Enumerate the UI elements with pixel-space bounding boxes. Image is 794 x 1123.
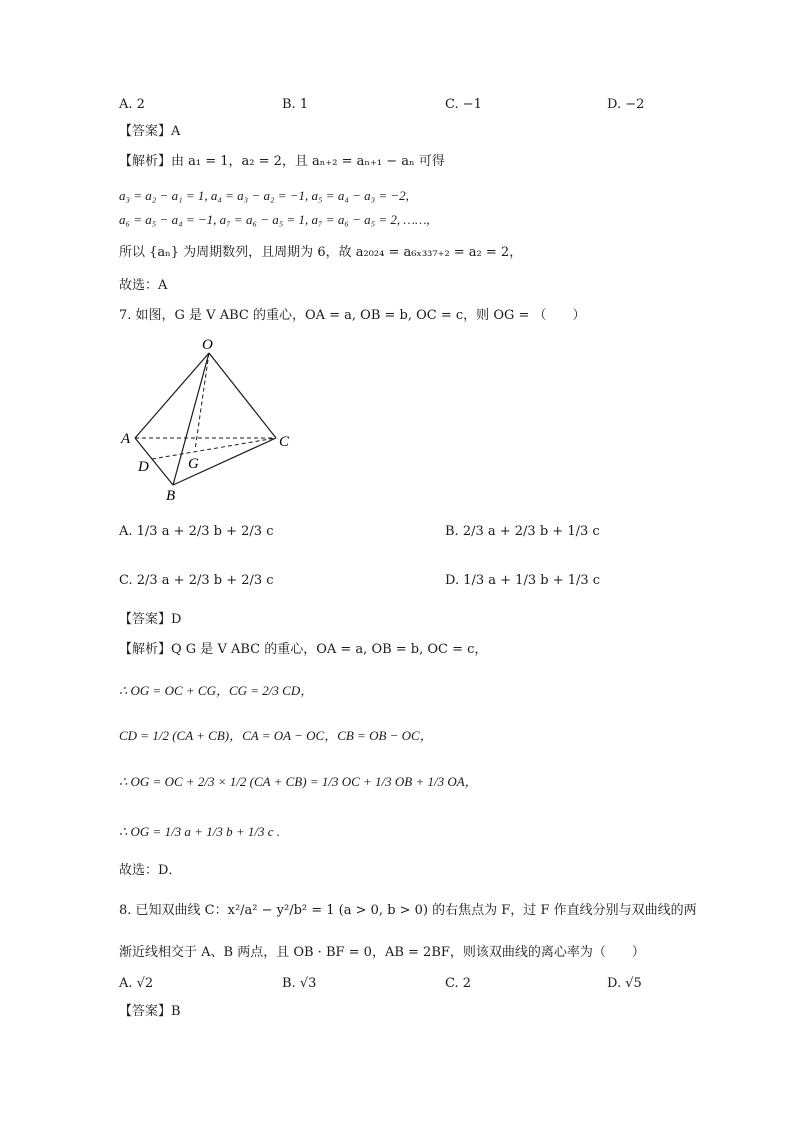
q7-analysis-line6: 故选：D． [119,863,182,878]
q7-analysis-line2: ∴ OG = OC + CG，CG = 2/3 CD， [119,683,314,698]
q8-option-c: C. 2 [445,976,472,991]
q7-option-c: C. 2/3 a + 2/3 b + 2/3 c [119,573,274,588]
q6-analysis-line1: 【解析】由 a₁ = 1，a₂ = 2，且 aₙ₊₂ = aₙ₊₁ − aₙ 可得 [119,154,445,169]
q6-analysis-line4: 所以 {aₙ} 为周期数列，且周期为 6，故 a₂₀₂₄ = a₆ₓ₃₃₇₊₂ = a₂ = 2， [119,245,523,260]
q7-option-d: D. 1/3 a + 1/3 b + 1/3 c [445,573,601,588]
q7-analysis-line4: ∴ OG = OC + 2/3 × 1/2 (CA + CB) = 1/3 OC + 1/3 OB + 1/3 OA， [119,774,478,789]
label-c: C [279,434,290,450]
q6-answer: 【答案】A [119,124,181,139]
q6-option-d: D. −2 [607,97,645,112]
q6-analysis-line5: 故选：A [119,278,168,293]
label-d: D [138,459,149,475]
q7-stem: 7. 如图，G 是 V ABC 的重心，OA = a, OB = b, OC = c，则 OG = （ ） [119,308,586,323]
q7-analysis-line5: ∴ OG = 1/3 a + 1/3 b + 1/3 c . [119,824,280,839]
q7-answer: 【答案】D [119,612,182,627]
q7-analysis-line3: CD = 1/2 (CA + CB)，CA = OA − OC，CB = OB − OC， [119,728,433,743]
q7-option-b: B. 2/3 a + 2/3 b + 1/3 c [445,524,600,539]
q8-stem-line1: 8. 已知双曲线 C：x²/a² − y²/b² = 1 (a > 0, b > 0) 的右焦点为 F，过 F 作直线分别与双曲线的两 [119,903,697,918]
q6-analysis-line3: a₆ = a₅ − a₄ = −1, a₇ = a₆ − a₅ = 1, a₇ = a₆ − a₅ = 2, ……, [119,212,430,227]
q7-analysis-line1: 【解析】Q G 是 V ABC 的重心，OA = a, OB = b, OC = c， [119,642,488,657]
q7-option-a: A. 1/3 a + 2/3 b + 2/3 c [119,524,274,539]
label-g: G [188,456,199,472]
tetrahedron-figure [118,333,318,503]
q8-answer: 【答案】B [119,1004,181,1019]
q6-option-b: B. 1 [282,97,309,112]
q8-option-d: D. √5 [607,976,642,991]
q8-option-b: B. √3 [282,976,317,991]
q6-analysis-line2: a₃ = a₂ − a₁ = 1, a₄ = a₃ − a₂ = −1, a₅ = a₄ − a₃ = −2, [119,188,409,203]
q8-stem-line2: 渐近线相交于 A、B 两点，且 OB · BF = 0，AB = 2BF，则该双曲线的离心率为（ ） [119,945,645,960]
q6-option-c: C. −1 [445,97,482,112]
label-o: O [202,337,213,353]
label-b: B [166,488,176,503]
median-cd [152,438,276,459]
q8-option-a: A. √2 [119,976,154,991]
q6-option-a: A. 2 [119,97,145,112]
label-a: A [121,431,131,447]
edge-oc [209,353,276,438]
